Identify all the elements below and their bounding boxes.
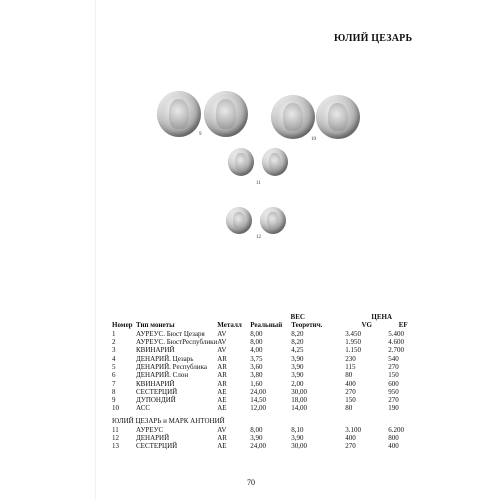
cell-number: 3 <box>112 346 116 355</box>
table-group-header-row <box>112 313 418 321</box>
cell-theoretical-weight: 30,00 <box>291 387 307 396</box>
cell-metal: AR <box>217 434 227 442</box>
cell-price-vg: 270 <box>345 442 356 451</box>
cell-metal: AV <box>217 425 227 434</box>
cell-coin-type: ДУПОНДИЙ <box>136 396 176 405</box>
cell-real-weight: 24,00 <box>250 442 266 451</box>
coin-10-obverse-image <box>271 95 315 139</box>
cell-real-weight: 8,00 <box>250 329 263 338</box>
table-row <box>112 442 418 450</box>
cell-price-ef: 270 <box>388 396 399 405</box>
cell-price-ef: 190 <box>388 404 399 413</box>
cell-metal: AV <box>217 338 227 347</box>
coin-12-reverse-image <box>260 207 286 234</box>
cell-price-vg: 270 <box>345 387 356 396</box>
cell-price-vg: 400 <box>345 379 356 388</box>
cell-coin-type: СЕСТЕРЦИЙ <box>136 442 178 451</box>
cell-number: 12 <box>112 434 119 442</box>
cell-metal: AV <box>217 346 227 355</box>
cell-coin-type: СЕСТЕРЦИЙ <box>136 387 178 396</box>
coin-12-obverse-image <box>226 207 252 234</box>
col-real-weight-header: Реальный <box>250 321 283 330</box>
page-number: 70 <box>247 478 255 487</box>
col-metal-header: Металл <box>217 321 242 330</box>
cell-price-ef: 540 <box>388 354 399 363</box>
table-row <box>112 396 418 404</box>
weight-group-header: ВЕС <box>290 313 305 322</box>
cell-theoretical-weight: 14,00 <box>291 404 307 413</box>
cell-theoretical-weight: 3,90 <box>291 434 304 442</box>
cell-coin-type: АУРЕУС <box>136 425 164 434</box>
cell-theoretical-weight: 3,90 <box>291 371 304 380</box>
cell-price-vg: 3.450 <box>345 329 361 338</box>
cell-real-weight: 3,80 <box>250 371 263 380</box>
cell-metal: AR <box>217 371 227 380</box>
cell-coin-type: АСС <box>136 404 151 413</box>
cell-price-vg: 1.150 <box>345 346 361 355</box>
table-row <box>112 434 418 442</box>
cell-coin-type: ДЕНАРИЙ. Слон <box>136 371 189 380</box>
table-column-header-row <box>112 321 418 329</box>
cell-real-weight: 8,00 <box>250 425 263 434</box>
cell-metal: AE <box>217 396 227 405</box>
cell-theoretical-weight: 4,25 <box>291 346 304 355</box>
cell-theoretical-weight: 8,20 <box>291 338 304 347</box>
table-row <box>112 363 418 371</box>
cell-price-ef: 4.600 <box>388 338 404 347</box>
cell-real-weight: 24,00 <box>250 387 266 396</box>
table-row <box>112 354 418 362</box>
cell-price-ef: 400 <box>388 442 399 451</box>
table-row <box>112 338 418 346</box>
cell-price-ef: 150 <box>388 371 399 380</box>
cell-theoretical-weight: 3,90 <box>291 362 304 371</box>
cell-price-ef: 2.700 <box>388 346 404 355</box>
coin-price-table <box>112 313 418 450</box>
group-title-caesar-antony: ЮЛИЙ ЦЕЗАРЬ и МАРК АНТОНИЙ <box>112 416 225 425</box>
price-group-header: ЦЕНА <box>371 313 393 322</box>
cell-price-ef: 5.400 <box>388 329 404 338</box>
cell-price-ef: 270 <box>388 362 399 371</box>
table-row <box>112 379 418 387</box>
cell-metal: AR <box>217 362 227 371</box>
cell-price-vg: 3.100 <box>345 425 361 434</box>
cell-price-vg: 115 <box>345 362 356 371</box>
coin-9-label: 9 <box>199 132 202 137</box>
cell-price-vg: 1.950 <box>345 338 361 347</box>
coin-11-obverse-image <box>228 148 254 176</box>
cell-theoretical-weight: 18,00 <box>291 396 307 405</box>
cell-number: 5 <box>112 362 116 371</box>
cell-coin-type: КВИНАРИЙ <box>136 346 175 355</box>
cell-metal: AE <box>217 442 227 451</box>
cell-number: 8 <box>112 387 116 396</box>
table-row <box>112 371 418 379</box>
cell-number: 7 <box>112 379 116 388</box>
table-row <box>112 330 418 338</box>
cell-price-vg: 400 <box>345 434 356 442</box>
page-title: ЮЛИЙ ЦЕЗАРЬ <box>334 33 413 44</box>
cell-theoretical-weight: 3,90 <box>291 354 304 363</box>
cell-price-vg: 80 <box>345 404 353 413</box>
cell-price-vg: 230 <box>345 354 356 363</box>
cell-real-weight: 3,60 <box>250 362 263 371</box>
cell-theoretical-weight: 30,00 <box>291 442 307 451</box>
col-ef-header: EF <box>398 321 408 330</box>
cell-real-weight: 1,60 <box>250 379 263 388</box>
cell-coin-type: ДЕНАРИЙ. Цезарь <box>136 354 194 363</box>
table-group-row <box>112 413 418 426</box>
cell-real-weight: 3,90 <box>250 434 263 442</box>
cell-number: 6 <box>112 371 116 380</box>
cell-number: 11 <box>112 425 119 434</box>
table-row <box>112 346 418 354</box>
cell-metal: AE <box>217 404 227 413</box>
cell-number: 2 <box>112 338 116 347</box>
cell-price-vg: 150 <box>345 396 356 405</box>
cell-metal: AR <box>217 354 227 363</box>
col-theoretical-weight-header: Теоретич. <box>291 321 323 330</box>
cell-price-ef: 800 <box>388 434 399 442</box>
cell-coin-type: АУРЕУС. Бюст Цезаря <box>136 329 205 338</box>
cell-coin-type: ДЕНАРИЙ. Республика <box>136 362 208 371</box>
cell-metal: AR <box>217 379 227 388</box>
cell-price-vg: 80 <box>345 371 353 380</box>
table-row <box>112 388 418 396</box>
cell-number: 9 <box>112 396 116 405</box>
cell-number: 10 <box>112 404 119 413</box>
cell-theoretical-weight: 2,00 <box>291 379 304 388</box>
cell-metal: AE <box>217 387 227 396</box>
cell-number: 13 <box>112 442 119 451</box>
cell-real-weight: 3,75 <box>250 354 263 363</box>
col-number-header: Номер <box>112 321 133 330</box>
cell-theoretical-weight: 8,10 <box>291 425 304 434</box>
coin-10-reverse-image <box>316 95 360 139</box>
cell-real-weight: 8,00 <box>250 338 263 347</box>
cell-price-ef: 600 <box>388 379 399 388</box>
cell-metal: AV <box>217 329 227 338</box>
cell-coin-type: КВИНАРИЙ <box>136 379 175 388</box>
cell-number: 1 <box>112 329 116 338</box>
cell-number: 4 <box>112 354 116 363</box>
cell-real-weight: 4,00 <box>250 346 263 355</box>
coin-12-label: 12 <box>256 235 261 240</box>
cell-coin-type: ДЕНАРИЙ <box>136 434 170 442</box>
cell-coin-type: АУРЕУС. БюстРеспублики <box>136 338 218 347</box>
cell-price-ef: 950 <box>388 387 399 396</box>
coin-11-reverse-image <box>262 148 288 176</box>
cell-real-weight: 12,00 <box>250 404 266 413</box>
coin-9-obverse-image <box>157 91 201 137</box>
coin-11-label: 11 <box>256 181 261 186</box>
table-row <box>112 404 418 412</box>
col-type-header: Тип монеты <box>136 321 175 330</box>
cell-price-ef: 6.200 <box>388 425 404 434</box>
coin-10-label: 10 <box>311 137 316 142</box>
col-vg-header: VG <box>361 321 372 330</box>
cell-theoretical-weight: 8,20 <box>291 329 304 338</box>
coin-9-reverse-image <box>204 91 248 137</box>
cell-real-weight: 14,50 <box>250 396 266 405</box>
table-row <box>112 426 418 434</box>
